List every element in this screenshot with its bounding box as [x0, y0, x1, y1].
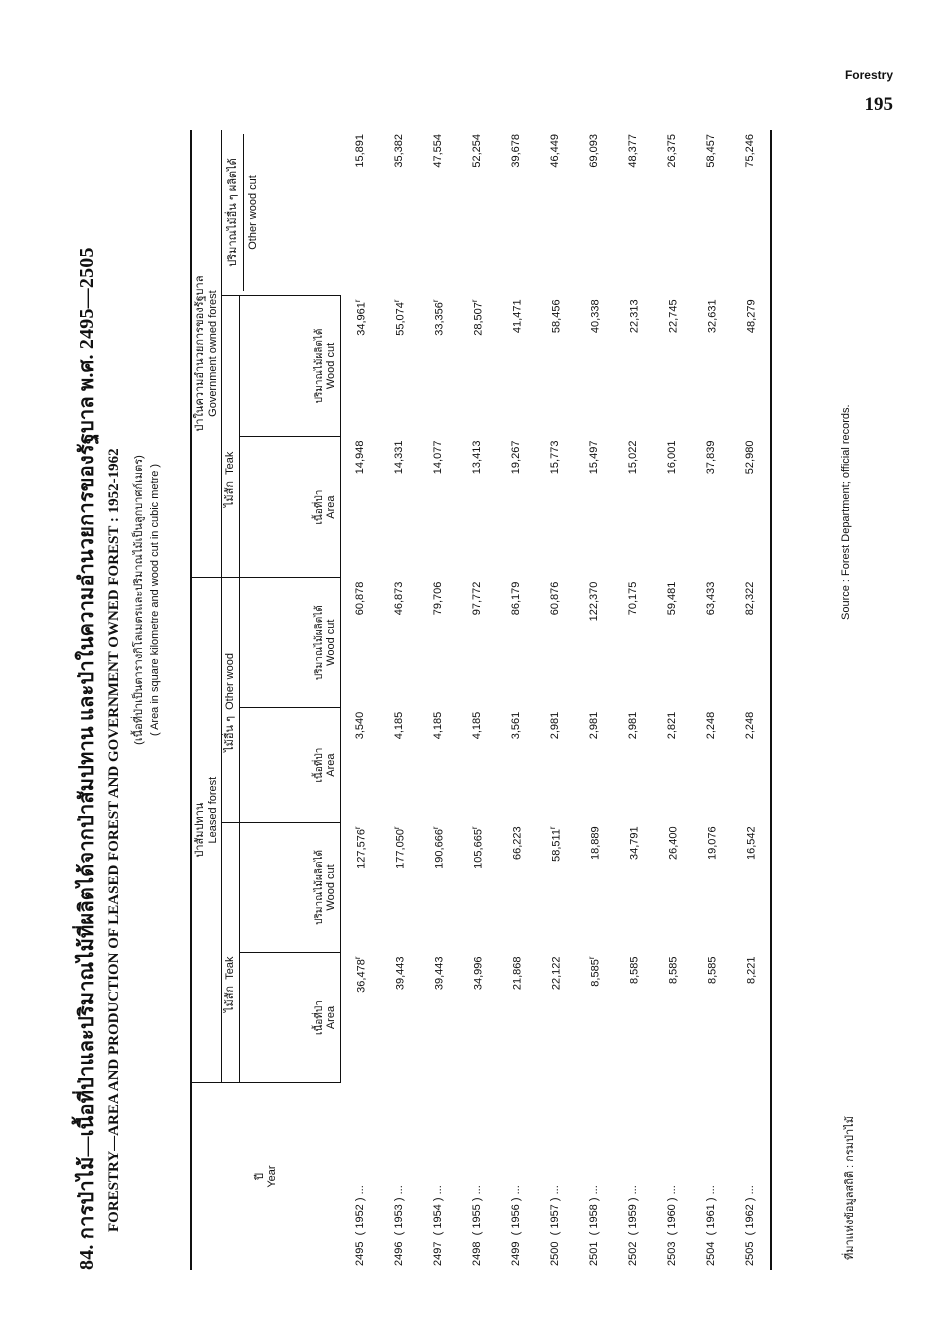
lt-cut-cell: 58,511$^r$ — [548, 826, 563, 862]
lt-cut-cell: 18,889 — [589, 826, 602, 861]
gt-cut-cell: 33,356$^r$ — [431, 299, 446, 336]
gt-cut-cell: 32,631 — [706, 299, 719, 334]
lo-cut-cell: 79,706 — [432, 581, 445, 616]
year-cell: 2496 ( 1953 ) ... — [393, 1185, 406, 1266]
lo-area-cell: 2,981 — [588, 711, 601, 740]
caption-thai: 84. การป่าไม้—เนื้อที่ป่าและปริมาณไม้ที่ผลิตได้จากป่าสัมปทาน และป่าในความอำนวยการของรัฐบาล พ.ศ. 2495—2505 — [76, 247, 98, 1270]
running-head — [845, 68, 893, 116]
lt-area-cell: 34,996 — [472, 956, 485, 991]
go-cut-cell: 52,254 — [471, 134, 484, 168]
lo-area-cell: 2,248 — [705, 711, 718, 740]
year-cell: 2497 ( 1954 ) ... — [432, 1185, 445, 1266]
lt-cut-cell: 34,791 — [628, 826, 641, 861]
lt-area-cell: 8,585 — [667, 956, 680, 985]
table-row — [731, 130, 771, 1270]
lo-cut-cell: 86,179 — [510, 581, 523, 616]
gt-cut-cell: 48,279 — [731, 295, 771, 436]
leased-forest-header: ป่าสัมปทาน Leased forest — [191, 578, 222, 1083]
gt-area-header: เนื้อที่ป่า Area — [239, 437, 340, 578]
year-cell: 2503 ( 1960 ) ... — [666, 1185, 679, 1266]
lt-cut-header: ปริมาณไม้ผลิตได้ Wood cut — [239, 822, 340, 952]
gt-cut-cell: 28,507$^r$ — [470, 299, 485, 336]
forestry-table — [190, 130, 772, 1270]
lt-cut-cell: 19,076 — [706, 826, 719, 861]
lt-cut-cell: 190,666$^r$ — [431, 826, 446, 869]
lt-cut-cell: 26,400 — [667, 826, 680, 861]
table-row — [419, 130, 458, 1270]
go-cut-cell: 26,375 — [666, 134, 679, 168]
gt-cut-cell: 41,471 — [511, 299, 524, 334]
table-caption — [70, 120, 190, 1270]
gt-cut-cell: 34,961$^r$ — [353, 299, 368, 336]
caption-english: FORESTRY—AREA AND PRODUCTION OF LEASED FOREST AND GOVERNMENT OWNED FOREST : 1952-1962 — [106, 448, 122, 1232]
go-cut-cell: 69,093 — [588, 134, 601, 168]
go-cut-cell: 47,554 — [432, 134, 445, 168]
lt-area-cell: 8,585 — [706, 956, 719, 985]
lo-area-cell: 4,185 — [471, 711, 484, 740]
table-row — [653, 130, 692, 1270]
lt-area-header: เนื้อที่ป่า Area — [239, 952, 340, 1082]
gt-cut-cell: 58,456 — [550, 299, 563, 334]
lo-area-cell: 2,981 — [549, 711, 562, 740]
go-cut-cell: 58,457 — [705, 134, 718, 168]
unit-note-thai: (เนื้อที่ป่าเป็นตารางกิโลเมตรและปริมาณไม้เป็นลูกบาศก์เมตร) — [133, 455, 145, 745]
gt-cut-cell: 22,745 — [667, 299, 680, 334]
lt-area-cell: 21,868 — [511, 956, 524, 991]
go-cut-cell: 15,891 — [354, 134, 367, 168]
gt-area-cell: 15,773 — [549, 440, 562, 475]
lt-area-cell: 39,443 — [433, 956, 446, 991]
gt-area-cell: 14,331 — [393, 440, 406, 475]
year-cell: 2505 ( 1962 ) ... — [731, 1083, 771, 1270]
go-cut-cell: 46,449 — [549, 134, 562, 168]
gt-area-cell: 52,980 — [731, 437, 771, 578]
year-cell: 2500 ( 1957 ) ... — [549, 1185, 562, 1266]
lo-area-cell: 2,981 — [627, 711, 640, 740]
lo-cut-cell: 63,433 — [705, 581, 718, 616]
leased-teak-header: ไม้สัก Teak — [222, 822, 240, 1082]
source-note-english: Source : Forest Department; official records. — [840, 404, 852, 620]
lt-area-cell: 39,443 — [394, 956, 407, 991]
table-row — [614, 130, 653, 1270]
lt-area-cell: 36,478$^r$ — [353, 956, 368, 993]
lo-cut-cell: 46,873 — [393, 581, 406, 616]
gt-cut-cell: 40,338 — [589, 299, 602, 334]
year-cell: 2499 ( 1956 ) ... — [510, 1185, 523, 1266]
table-row — [692, 130, 731, 1270]
unit-note-english: ( Area in square kilometre and wood cut in cubic metre ) — [149, 463, 161, 737]
year-cell: 2501 ( 1958 ) ... — [588, 1185, 601, 1266]
table-row — [536, 130, 575, 1270]
lo-area-cell: 3,540 — [354, 711, 367, 740]
year-cell: 2498 ( 1955 ) ... — [471, 1185, 484, 1266]
gt-area-cell: 19,267 — [510, 440, 523, 475]
lo-area-header: เนื้อที่ป่า Area — [239, 708, 340, 823]
lo-area-cell: 4,185 — [432, 711, 445, 740]
year-cell: 2502 ( 1959 ) ... — [627, 1185, 640, 1266]
gt-cut-cell: 55,074$^r$ — [392, 299, 407, 336]
lt-cut-cell: 177,050$^r$ — [392, 826, 407, 869]
government-forest-header: ป่าในความอำนวยการของรัฐบาล Government owned forest — [191, 130, 222, 578]
lt-cut-cell: 16,542 — [731, 822, 771, 952]
lo-area-cell: 4,185 — [393, 711, 406, 740]
lt-area-cell: 8,585 — [628, 956, 641, 985]
table-row — [458, 130, 497, 1270]
lo-cut-header: ปริมาณไม้ผลิตได้ Wood cut — [239, 578, 340, 708]
lo-cut-cell: 82,322 — [731, 578, 771, 708]
lo-cut-cell: 59,481 — [666, 581, 679, 616]
go-cut-cell: 39,678 — [510, 134, 523, 168]
lo-cut-cell: 97,772 — [471, 581, 484, 616]
lo-cut-cell: 60,876 — [549, 581, 562, 616]
go-cut-cell: 75,246 — [731, 130, 771, 295]
go-cut-cell: 35,382 — [393, 134, 406, 168]
page-number: 195 — [864, 94, 893, 115]
rotated-table-page — [70, 120, 870, 1270]
lt-area-cell: 8,221 — [731, 952, 771, 1082]
go-cut-cell: 48,377 — [627, 134, 640, 168]
section-title: Forestry — [844, 68, 893, 82]
lt-cut-cell: 105,665$^r$ — [470, 826, 485, 869]
table-row — [380, 130, 419, 1270]
gt-area-cell: 16,001 — [666, 440, 679, 475]
leased-other-header: ไม้อื่น ๆ Other wood — [222, 578, 240, 823]
gov-teak-header: ไม้สัก Teak — [222, 295, 240, 577]
lt-area-cell: 22,122 — [550, 956, 563, 991]
lo-area-cell: 2,821 — [666, 711, 679, 740]
gt-cut-cell: 22,313 — [628, 299, 641, 334]
lt-cut-cell: 127,576$^r$ — [353, 826, 368, 869]
table-row — [341, 130, 380, 1270]
table-row — [575, 130, 614, 1270]
gt-area-cell: 15,022 — [627, 440, 640, 475]
lt-cut-cell: 66,223 — [511, 826, 524, 861]
table-row — [497, 130, 536, 1270]
gov-other-cut-header: ปริมาณไม้อื่น ๆ ผลิตได้ Other wood cut — [222, 130, 341, 295]
gt-area-cell: 14,077 — [432, 440, 445, 475]
lt-area-cell: 8,585$^r$ — [587, 956, 602, 987]
lo-cut-cell: 70,175 — [627, 581, 640, 616]
year-cell: 2504 ( 1961 ) ... — [705, 1185, 718, 1266]
source-note-thai: ที่มาแห่งข้อมูลสถิติ : กรมป่าไม้ — [844, 1116, 856, 1260]
gt-area-cell: 37,839 — [705, 440, 718, 475]
lo-cut-cell: 60,878 — [354, 581, 367, 616]
year-header: ปี Year — [191, 1083, 341, 1270]
gt-area-cell: 15,497 — [588, 440, 601, 475]
year-cell: 2495 ( 1952 ) ... — [354, 1185, 367, 1266]
gt-area-cell: 13,413 — [471, 440, 484, 475]
lo-cut-cell: 122,370 — [588, 581, 601, 622]
gt-cut-header: ปริมาณไม้ผลิตได้ Wood cut — [239, 295, 340, 436]
lo-area-cell: 2,248 — [731, 708, 771, 823]
gt-area-cell: 14,948 — [354, 440, 367, 475]
lo-area-cell: 3,561 — [510, 711, 523, 740]
